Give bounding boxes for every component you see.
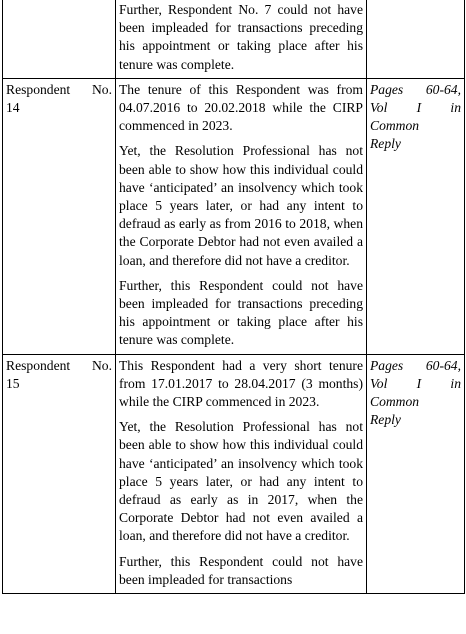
- submission-cell: [116, 0, 367, 78]
- reference-line: Vol I in: [370, 375, 461, 391]
- respondent-cell: [3, 78, 116, 354]
- submission-paragraph: Further, this Respondent could not have been impleaded for transactions preceding his appointment or taking place after his tenure was complete.: [119, 277, 363, 348]
- respondent-number: 14: [6, 100, 20, 116]
- respondent-label: Respondent No.: [6, 81, 112, 97]
- reference-line: Pages 60-64,: [370, 357, 461, 373]
- submission-paragraph: The tenure of this Respondent was from 04.07.2016 to 20.02.2018 while the CIRP commenced in 2023.: [119, 81, 363, 134]
- respondent-label: Respondent No.: [6, 357, 112, 373]
- reference-line: Pages 60-64,: [370, 81, 461, 97]
- submission-paragraph: Further, Respondent No. 7 could not have been impleaded for transactions preceding his appointment or taking place after his tenure was complete.: [119, 2, 363, 72]
- reference-line: Common: [370, 394, 420, 410]
- reference-line: Reply: [370, 136, 401, 152]
- respondent-number: 15: [6, 375, 20, 391]
- submission-cell: [116, 78, 367, 354]
- submission-paragraph: Yet, the Resolution Professional has not been able to show how this individual could have ‘anticipated’ an insolvency which took place 5 years later, or had any intent to defraud as early as from 2016 to 2018, when the Corporate Debtor had not even availed a loan, and therefore did not have a creditor.: [119, 143, 363, 268]
- table-row: [3, 354, 465, 593]
- reference-line: Vol I in: [370, 100, 461, 116]
- respondent-cell: [3, 0, 116, 78]
- submission-cell: [116, 354, 367, 593]
- reference-cell: [367, 0, 465, 78]
- table-row: [3, 78, 465, 354]
- respondent-cell: [3, 354, 116, 593]
- respondents-table: [2, 0, 465, 594]
- submission-paragraph: Yet, the Resolution Professional has not been able to show how this individual could have ‘anticipated’ an insolvency which took place 5 years later, or had any intent to defraud as early as in 2017, when the Corporate Debtor had not even availed a loan, and therefore did not have a creditor.: [119, 419, 363, 544]
- submission-paragraph: This Respondent had a very short tenure from 17.01.2017 to 28.04.2017 (3 months) while the CIRP commenced in 2023.: [119, 357, 363, 410]
- reference-line: Common: [370, 118, 420, 134]
- table-row: [3, 0, 465, 78]
- reference-line: Reply: [370, 412, 401, 428]
- reference-cell: [367, 354, 465, 593]
- submission-paragraph: Further, this Respondent could not have been impleaded for transactions: [119, 553, 363, 587]
- reference-cell: [367, 78, 465, 354]
